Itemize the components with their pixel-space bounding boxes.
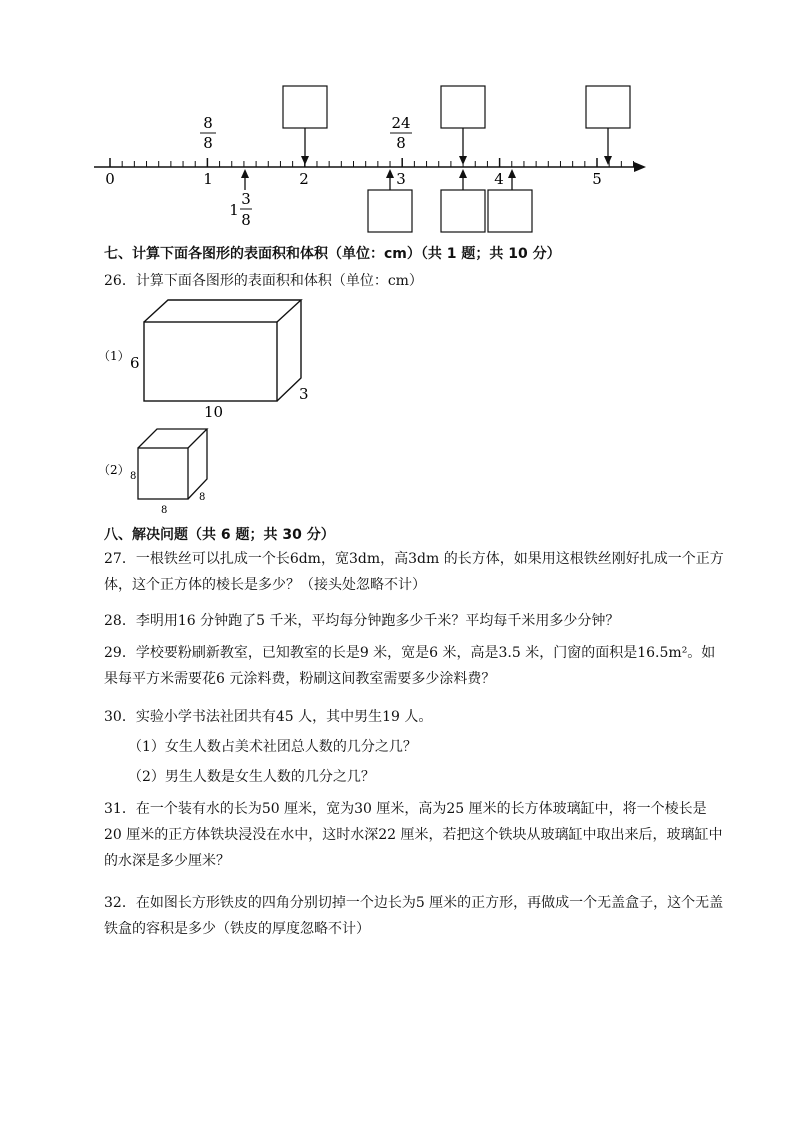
tick-label-4: 4 [494,170,504,188]
arrow-head-icon [241,169,249,178]
question-26: 26．计算下面各图形的表面积和体积（单位：cm） [104,273,423,289]
question-30-part-2: （2）男生人数是女生人数的几分之几？ [128,769,375,785]
cuboid-figure-1 [98,296,338,420]
svg-text:8: 8 [203,114,213,132]
tick-label-0: 0 [105,170,115,188]
axis-arrow-icon [634,162,646,172]
svg-text:24: 24 [391,114,411,132]
figure-2-label: （2） [98,463,130,477]
svg-text:8: 8 [203,134,213,152]
cube-side-right-label: 8 [199,492,206,503]
question-29: 29．学校要粉刷新教室，已知教室的长是9 米，宽是6 米，高是3.5 米，门窗的面积是16.5m²。如果每平方米需要花6 元涂料费，粉刷这间教室需要多少涂料费？ [104,645,716,687]
question-31: 31．在一个装有水的长为50 厘米，宽为30 厘米，高为25 厘米的长方体玻璃缸中，将一个棱长是20 厘米的正方体铁块浸没在水中，这时水深22 厘米，若把这个铁块从玻璃缸中取出来后，玻璃缸中的水深是多少厘米？ [104,801,723,869]
svg-text:3: 3 [241,190,251,208]
question-28: 28．李明用16 分钟跑了5 千米，平均每分钟跑多少千米？平均每千米用多少分钟？ [104,613,620,629]
fraction-24-8 [390,114,412,152]
section-8-title: 八、解决问题（共 6 题；共 30 分） [104,527,335,543]
arrow-head-icon [459,169,467,178]
answer-box-top-3[interactable] [586,86,630,128]
number-line-figure [90,80,660,240]
answer-box-bottom-1[interactable] [368,190,412,232]
tick-label-5: 5 [592,170,602,188]
cuboid-length-label: 10 [204,403,224,420]
tick-label-3: 3 [396,170,406,188]
question-32: 32．在如图长方形铁皮的四角分别切掉一个边长为5 厘米的正方形，再做成一个无盖盒子，这个无盖铁盒的容积是多少（铁皮的厚度忽略不计） [104,895,724,937]
answer-box-bottom-3[interactable] [488,190,532,232]
question-27: 27．一根铁丝可以扎成一个长6dm，宽3dm，高3dm 的长方体，如果用这根铁丝刚好扎成一个正方体，这个正方体的棱长是多少？（接头处忽略不计） [104,551,724,593]
question-30-part-1: （1）女生人数占美术社团总人数的几分之几？ [128,739,417,755]
cuboid-depth-label: 3 [299,385,309,403]
fraction-8-8 [200,114,216,152]
section-7-title: 七、计算下面各图形的表面积和体积（单位：cm）（共 1 题；共 10 分） [104,246,561,262]
cube-side-left-label: 8 [130,471,137,482]
arrow-head-icon [301,156,309,165]
svg-text:1: 1 [229,201,239,219]
answer-box-top-2[interactable] [441,86,485,128]
tick-label-2: 2 [299,170,309,188]
cuboid-height-label: 6 [130,354,140,372]
figure-1-label: （1） [98,349,130,363]
arrow-head-icon [386,169,394,178]
mixed-number-1-3-8 [229,190,252,229]
arrow-head-icon [604,156,612,165]
cube-side-bottom-label: 8 [161,505,168,516]
arrow-head-icon [508,169,516,178]
answer-box-bottom-2[interactable] [441,190,485,232]
arrow-head-icon [459,156,467,165]
svg-text:8: 8 [396,134,406,152]
question-30: 30．实验小学书法社团共有45 人，其中男生19 人。 [104,709,433,725]
answer-box-top-1[interactable] [283,86,327,128]
svg-text:8: 8 [241,211,251,229]
tick-label-1: 1 [203,170,213,188]
cube-figure-2 [98,424,228,516]
number-line-ticks [110,158,634,167]
